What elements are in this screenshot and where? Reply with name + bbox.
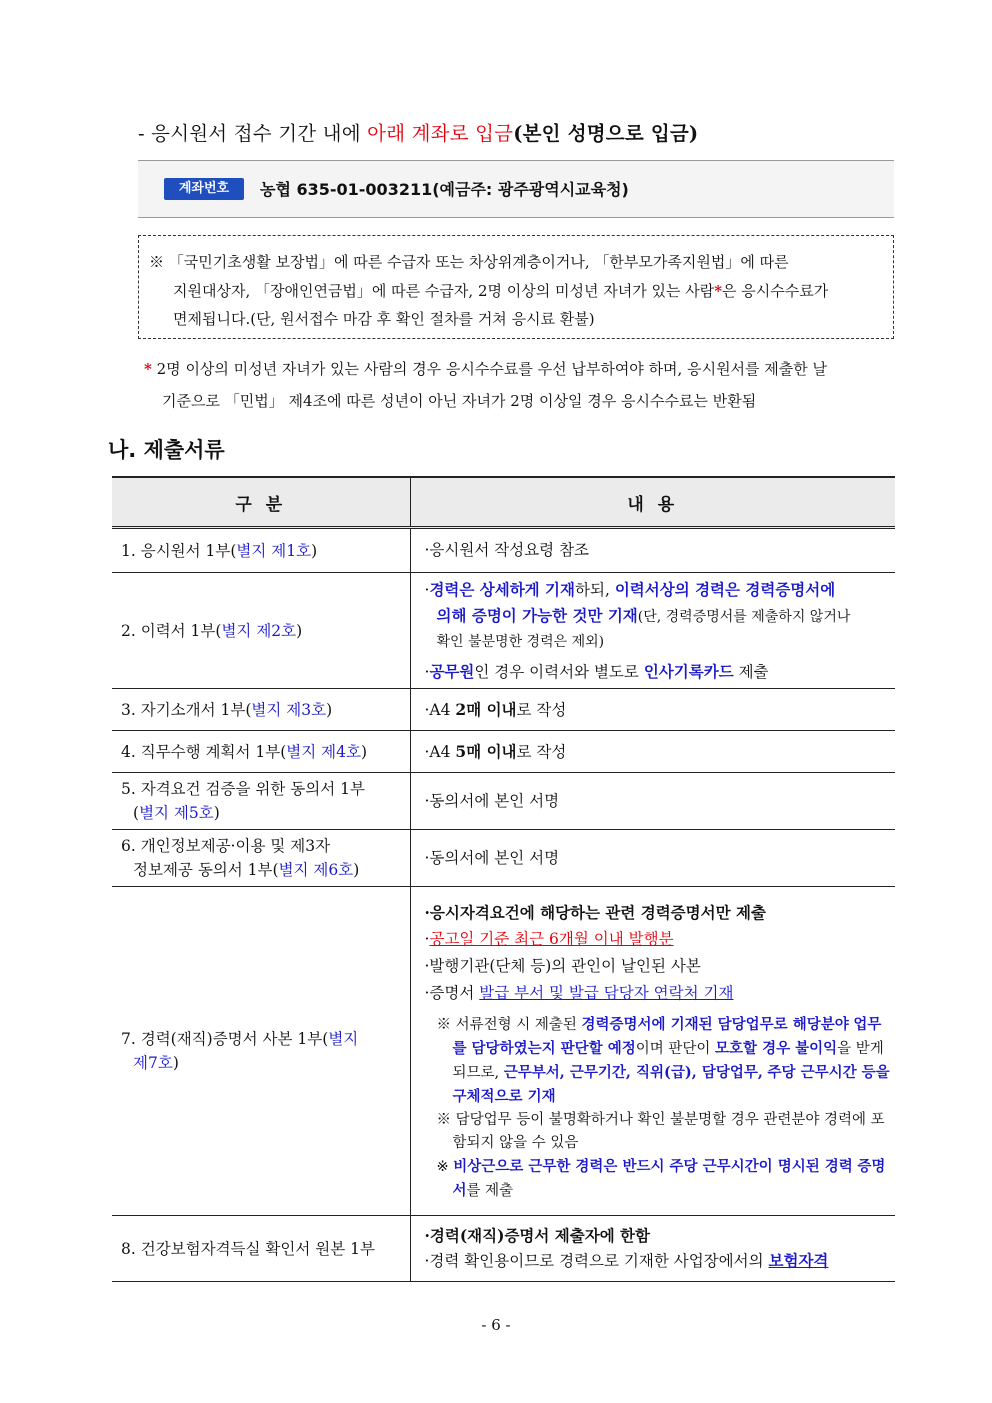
account-box <box>138 160 894 218</box>
account-badge: 계좌번호 <box>164 178 244 200</box>
documents-table <box>112 476 895 1282</box>
table-row: 2. 이력서 1부(별지 제2호) ·경력은 상세하게 기재하되, 이력서상의 경력은 경력증명서에 의해 증명이 가능한 것만 기재(단, 경력증명서를 제출하지 않거나 확인 불분명한 경력은 제외) ·공무원인 경우 이력서와 별도로 인사기록카드 제출 <box>112 573 895 689</box>
table-row: 3. 자기소개서 1부(별지 제3호) ·A4 2매 이내로 작성 <box>112 689 895 731</box>
header-category: 구 분 <box>112 477 410 528</box>
highlight-text: 아래 계좌로 입금 <box>367 122 514 145</box>
page-number: - 6 - <box>481 1316 511 1334</box>
footnote: * 2명 이상의 미성년 자녀가 있는 사람의 경우 응시수수료를 우선 납부하여야 하며, 응시원서를 제출한 날 <box>144 360 828 378</box>
table-row: 8. 건강보험자격득실 확인서 원본 1부 ·경력(재직)증명서 제출자에 한함 ·경력 확인용이므로 경력으로 기재한 사업장에서의 보험자격 <box>112 1216 895 1282</box>
table-row: 1. 응시원서 1부(별지 제1호) ·응시원서 작성요령 참조 <box>112 528 895 573</box>
header-content: 내 용 <box>410 477 895 528</box>
payment-instruction: - 응시원서 접수 기간 내에 아래 계좌로 입금(본인 성명으로 입금) <box>138 122 699 145</box>
table-row: 7. 경력(재직)증명서 사본 1부(별지 제7호) ·응시자격요건에 해당하는 관련 경력증명서만 제출 ·공고일 기준 최근 6개월 이내 발행분 ·발행기관(단체 등)의 관인이 날인된 사본 ·증명서 발급 부서 및 발급 담당자 연락처 기재 ※ 서류전형 시 제출된 경력증명서에 기재된 담당업무로 해당분야 업무를 담당하였는지 판단할 예정이며 판단이 모호할 경우 불이익을 받게 되므로, 근무부서, 근무기간, 직위(급), 담당업무, 주당 근무시간 등을 구체적으로 기재 ※ 담당업무 등이 불명확하거나 확인 불분명할 경우 관련분야 경력에 포함되지 않을 수 있음 ※ 비상근으로 근무한 경력은 반드시 주당 근무시간이 명시된 경력 증명서를 제출 <box>112 887 895 1216</box>
account-number: 농협 635-01-003211(예금주: 광주광역시교육청) <box>260 180 629 199</box>
footnote-cont: 기준으로 「민법」 제4조에 따른 성년이 아닌 자녀가 2명 이상일 경우 응시수수료는 반환됨 <box>162 392 757 410</box>
table-header <box>112 477 895 528</box>
table-row: 4. 직무수행 계획서 1부(별지 제4호) ·A4 5매 이내로 작성 <box>112 731 895 773</box>
section-title: 나. 제출서류 <box>108 438 225 462</box>
table-row: 6. 개인정보제공·이용 및 제3자 정보제공 동의서 1부(별지 제6호) ·동의서에 본인 서명 <box>112 830 895 887</box>
table-row: 5. 자격요건 검증을 위한 동의서 1부 (별지 제5호) ·동의서에 본인 서명 <box>112 773 895 830</box>
fee-exemption-notice: ※ 「국민기초생활 보장법」에 따른 수급자 또는 차상위계층이거나, 「한부모가족지원법」에 따른 지원대상자, 「장애인연금법」에 따른 수급자, 2명 이상의 미성년 자녀가 있는 사람*은 응시수수료가 면제됩니다.(단, 원서접수 마감 후 확인 절차를 거쳐 응시료 환불) <box>138 235 894 339</box>
